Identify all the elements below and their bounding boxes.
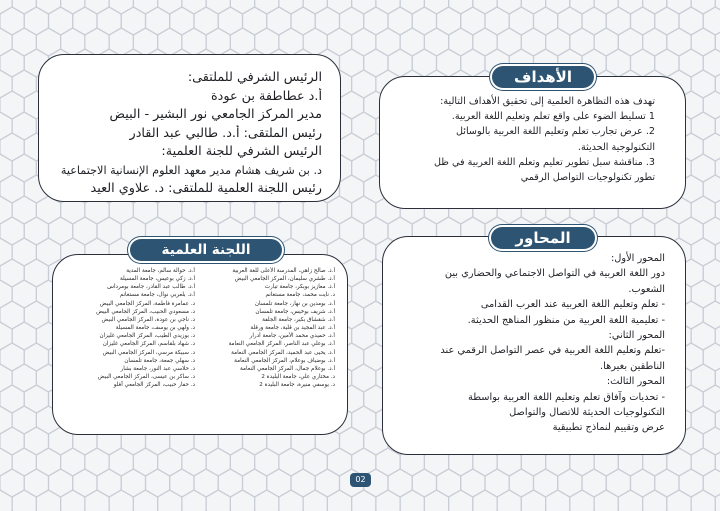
committee-member: أ.د. يحيى عبد الحميد، المركز الجامعي النعامة [231, 349, 335, 356]
hexagon-shape [0, 259, 24, 287]
committee-member: أ.د. شقشاق بكير، جامعة الجلفة [262, 316, 335, 323]
committee-member: أ.د. بوضياف بوعلام، المركز الجامعي النعامة [234, 357, 335, 364]
objective-line: 1 تسليط الضوء على واقع تعلم وتعليم اللغة العربية. [451, 111, 655, 123]
hexagon-shape [521, 490, 545, 511]
hexagon-shape [703, 133, 720, 161]
hexagon-shape [631, 469, 655, 497]
hexagon-shape [388, 469, 412, 497]
honorary-line: الرئيس الشرفي للملتقى: [187, 70, 322, 85]
objective-line: تطور تكنولوجيات التواصل الرقمي [520, 172, 655, 184]
hexagon-shape [594, 28, 618, 56]
hexagon-shape [327, 28, 351, 56]
hexagon-shape [449, 0, 473, 14]
axis-line: عرض وتقييم لنماذج تطبيقية [552, 422, 665, 434]
hexagon-shape [340, 175, 364, 203]
committee-member: د. ساكر بن عيسى، المركز الجامعي البيض [97, 374, 195, 381]
hexagon-shape [340, 91, 364, 119]
hexagon-shape [0, 385, 24, 413]
hexagon-shape [243, 469, 267, 497]
hexagon-shape [546, 0, 570, 14]
hexagon-shape [0, 154, 12, 182]
hexagon-shape [255, 0, 279, 14]
hexagon-shape [437, 7, 461, 35]
hexagon-shape [291, 7, 315, 35]
committee-member: أ.د. طشري سليمان، المركز الجامعي البيض [234, 276, 335, 283]
honorary-line: الرئيس الشرفي للجنة العلمية: [161, 144, 322, 159]
hexagon-shape [0, 49, 24, 77]
hexagon-shape [691, 112, 715, 140]
hexagon-shape [424, 0, 448, 14]
committee-member: أ.د. زكي بوعيس، جامعة المسيلة [119, 276, 195, 283]
hexagon-shape [691, 280, 715, 308]
hexagon-shape [679, 469, 703, 497]
hexagon-shape [703, 343, 720, 371]
hexagon-shape [230, 490, 254, 511]
committee-member: د. سبيكة مرسي، المركز الجامعي البيض [102, 349, 195, 356]
axis-line: المحور الثالث: [606, 376, 665, 388]
hexagon-shape [667, 490, 691, 511]
committee-member: د. نايت محمد، جامعة مستغانم [265, 292, 335, 299]
hexagon-shape [133, 448, 157, 476]
hexagon-shape [715, 490, 720, 511]
hexagon-shape [679, 49, 703, 77]
committee-box [52, 254, 348, 435]
hexagon-shape [36, 28, 60, 56]
committee-member: د. ناجي بن عودة، المركز الجامعي البيض [101, 316, 195, 323]
committee-member: أ.د. عبد المجيد بن قلية، جامعة ورقلة [250, 325, 335, 332]
axis-line: دور اللغة العربية في التواصل الاجتماعي والحضاري بين [444, 268, 665, 280]
hexagon-shape [36, 490, 60, 511]
hexagon-shape [691, 406, 715, 434]
hexagon-shape [340, 49, 364, 77]
hexagon-shape [0, 70, 12, 98]
committee-member: د. مسعودي الحبيب، المركز الجامعي البيض [96, 308, 195, 315]
axis-line: -تعلم وتعليم اللغة العربية في عصر التواصل الرقمي عند [440, 345, 665, 357]
hexagon-shape [703, 91, 720, 119]
hexagon-shape [279, 28, 303, 56]
hexagon-shape [449, 28, 473, 56]
hexagon-shape [0, 448, 12, 476]
hexagon-shape [691, 364, 715, 392]
committee-member: د. حفار حبيب، المركز الجامعي آفلو [113, 382, 195, 389]
hexagon-shape [109, 490, 133, 511]
hexagon-shape [291, 469, 315, 497]
hexagon-shape [85, 28, 109, 56]
hexagon-shape [158, 490, 182, 511]
hexagon-shape [691, 28, 715, 56]
committee-member: د. حلاسي عبد النور، جامعة بشار [120, 365, 195, 372]
hexagon-shape [0, 217, 24, 245]
hexagon-shape [594, 0, 618, 14]
committee-member: أ.د. صالح زاهي، المدرسة الأعلى للغة العربية [232, 268, 335, 274]
objective-line: تهدف هذه التظاهرة العلمية إلى تحقيق الأهداف التالية: [440, 96, 655, 107]
hexagon-shape [497, 490, 521, 511]
hexagon-shape [667, 0, 691, 14]
hexagon-shape [691, 490, 715, 511]
hexagon-shape [703, 175, 720, 203]
hexagon-shape [291, 217, 315, 245]
objectives-lines [385, 94, 655, 185]
hexagon-shape [182, 28, 206, 56]
hexagon-shape [49, 217, 73, 245]
committee-member: أ.د. شريف بوخيس، جامعة تلمسان [255, 308, 335, 315]
hexagon-shape [0, 280, 12, 308]
committee-member: د. مختاري علي، جامعة البليدة 2 [261, 374, 335, 381]
hexagon-shape [340, 217, 364, 245]
hexagon-shape [691, 196, 715, 224]
hexagon-shape [133, 0, 157, 14]
hexagon-shape [0, 490, 12, 511]
axis-line: المحور الأول: [610, 253, 665, 264]
hexagon-shape [36, 238, 60, 266]
hexagon-shape [485, 469, 509, 497]
objective-line: التكنولوجية الحديثة. [577, 141, 655, 153]
hexagon-shape [0, 7, 24, 35]
hexagon-shape [146, 469, 170, 497]
hexagon-shape [703, 385, 720, 413]
hexagon-shape [158, 0, 182, 14]
axis-line: - تعلم وتعليم اللغة العربية عند العرب القدامى [480, 299, 665, 311]
hexagon-shape [0, 91, 24, 119]
hexagon-shape [85, 448, 109, 476]
hexagon-shape [230, 28, 254, 56]
committee-member: أ.د. معازيز بوبكر، جامعة تيارت [264, 284, 335, 291]
hexagon-shape [97, 217, 121, 245]
hexagon-shape [340, 427, 364, 455]
hexagon-shape [594, 490, 618, 511]
axis-line: المحور الثاني: [608, 330, 665, 342]
hexagon-shape [279, 0, 303, 14]
hexagon-shape [0, 0, 12, 14]
hexagon-shape [0, 238, 12, 266]
hexagon-shape [194, 469, 218, 497]
hexagon-shape [0, 343, 24, 371]
hexagon-shape [230, 0, 254, 14]
hexagon-shape [340, 7, 364, 35]
hexagon-shape [437, 469, 461, 497]
honorary-line: رئيس اللجنة العلمية للملتقى: د. علاوي العيد [90, 181, 322, 196]
hexagon-shape [437, 49, 461, 77]
hexagon-shape [424, 28, 448, 56]
hexagon-shape [49, 469, 73, 497]
hexagon-shape [0, 364, 12, 392]
hexagon-shape [703, 427, 720, 455]
hexagon-shape [327, 196, 351, 224]
hexagon-shape [473, 0, 497, 14]
hexagon-shape [182, 490, 206, 511]
hexagon-shape [97, 469, 121, 497]
hexagon-shape [691, 70, 715, 98]
hexagon-shape [12, 490, 36, 511]
hexagon-shape [534, 7, 558, 35]
hexagon-shape [703, 469, 720, 497]
hexagon-shape [497, 0, 521, 14]
hexagon-shape [582, 7, 606, 35]
hexagon-shape [327, 490, 351, 511]
committee-member: د. بوزيدي الطيب، المركز الجامعي غليزان [99, 333, 195, 340]
hexagon-shape [376, 0, 400, 14]
hexagon-shape [97, 7, 121, 35]
hexagon-shape [400, 0, 424, 14]
hexagon-shape [376, 490, 400, 511]
honorary-line: مدير المركز الجامعي نور البشير - البيض [109, 107, 322, 122]
committee-col-right [201, 267, 335, 389]
hexagon-shape [61, 0, 85, 14]
hexagon-shape [703, 217, 720, 245]
hexagon-shape [546, 490, 570, 511]
committee-member: د. يوسفي منيرة، جامعة البليدة 2 [259, 382, 335, 389]
hexagon-shape [12, 0, 36, 14]
hexagon-shape [691, 448, 715, 476]
hexagon-shape [0, 175, 24, 203]
axis-line: - تعليمية اللغة العربية من منظور المناهج الحديثة. [467, 314, 665, 326]
hexagon-shape [679, 217, 703, 245]
committee-member: د. عمامرة فاطمة، المركز الجامعي البيض [99, 300, 195, 307]
hexagon-shape [570, 0, 594, 14]
hexagon-shape [0, 301, 24, 329]
hexagon-shape [49, 7, 73, 35]
hexagon-shape [691, 0, 715, 14]
committee-member: أ.د. بومدين بن نهار، جامعة تلمسان [254, 300, 335, 307]
hexagon-shape [521, 0, 545, 14]
hexagon-shape [36, 0, 60, 14]
hexagon-shape [303, 490, 327, 511]
hexagon-shape [679, 7, 703, 35]
hexagon-shape [61, 490, 85, 511]
hexagon-shape [36, 448, 60, 476]
committee-member: أ.د. بوعلام جمال، المركز الجامعي النعامة [240, 365, 335, 372]
objectives-title: الأهداف [492, 66, 594, 88]
hexagon-shape [631, 49, 655, 77]
hexagon-shape [618, 490, 642, 511]
committee-col-left [65, 267, 195, 389]
hexagon-shape [703, 259, 720, 287]
hexagon-shape [631, 7, 655, 35]
hexagon-shape [691, 154, 715, 182]
honorary-box [38, 54, 341, 202]
hexagon-shape [0, 112, 12, 140]
hexagon-shape [255, 490, 279, 511]
hexagon-shape [230, 448, 254, 476]
hexagon-shape [691, 238, 715, 266]
committee-member: أ.د. حميدي محمد الأمين، جامعة أدرار [249, 333, 335, 340]
hexagon-shape [0, 406, 12, 434]
objectives-box [379, 76, 686, 209]
hexagon-shape [497, 28, 521, 56]
hexagon-shape [146, 7, 170, 35]
committee-member: أ.د. بوعلي عبد الناصر، المركز الجامعي النعامة [228, 341, 335, 348]
hexagon-shape [0, 469, 24, 497]
hexagon-shape [643, 28, 667, 56]
committee-member: د. شهاد بلقاسم، المركز الجامعي غليزان [102, 341, 195, 348]
hexagon-shape [643, 0, 667, 14]
committee-member: أ.د. حوالة سالم، جامعة المدية [126, 268, 195, 274]
hexagon-shape [703, 301, 720, 329]
hexagon-shape [0, 196, 12, 224]
hexagon-shape [340, 133, 364, 161]
hexagon-shape [546, 28, 570, 56]
hexagon-shape [618, 0, 642, 14]
hexagon-shape [206, 490, 230, 511]
honorary-line: أ.د عطاطفة بن عودة [210, 88, 322, 104]
axis-line: الشعوب. [628, 283, 665, 295]
hexagon-shape [133, 28, 157, 56]
hexagon-shape [352, 490, 376, 511]
honorary-lines [50, 69, 322, 199]
hexagon-shape [327, 448, 351, 476]
hexagon-shape [643, 490, 667, 511]
committee-member: أ.د. بلعربي نوال، جامعة مستغانم [119, 292, 195, 299]
hexagon-shape [279, 448, 303, 476]
hexagon-shape [449, 490, 473, 511]
axes-lines [383, 251, 665, 436]
hexagon-shape [485, 7, 509, 35]
committee-title: اللجنة العلمية [130, 239, 282, 261]
hexagon-shape [85, 0, 109, 14]
axes-box [382, 236, 686, 455]
axes-title: المحاور [491, 227, 595, 249]
hexagon-shape [424, 490, 448, 511]
hexagon-shape [388, 49, 412, 77]
hexagon-shape [182, 448, 206, 476]
committee-member: أ.د. طالب عبد القادر، جامعة بومرداس [107, 284, 195, 291]
hexagon-shape [0, 322, 12, 350]
committee-member: د. سهلي جمعة، جامعة تلمسان [124, 357, 195, 364]
hexagon-shape [243, 7, 267, 35]
hexagon-shape [376, 28, 400, 56]
honorary-line: رئيس الملتقى: أ.د. طالبي عبد القادر [129, 125, 322, 141]
objective-line: 3. مناقشة سبل تطوير تعليم وتعلم اللغة العربية في ظل [434, 156, 655, 168]
hexagon-shape [0, 427, 24, 455]
hexagon-shape [0, 133, 24, 161]
hexagon-shape [582, 469, 606, 497]
axis-line: التكنولوجيات الحديثة للاتصال والتواصل [509, 407, 665, 419]
hexagon-shape [327, 0, 351, 14]
axis-line: - تحديات وآفاق تعلم وتعليم اللغة العربية بواسطة [467, 391, 665, 403]
committee-member: د. ولهي بن يوسف، جامعة المسيلة [115, 325, 195, 332]
hexagon-shape [303, 0, 327, 14]
hexagon-shape [388, 7, 412, 35]
objective-line: 2. عرض تجارب تعلم وتعليم اللغة العربية بالوسائل [456, 126, 655, 138]
hexagon-shape [182, 0, 206, 14]
hexagon-shape [279, 490, 303, 511]
hexagon-shape [133, 490, 157, 511]
hexagon-shape [691, 322, 715, 350]
hexagon-shape [352, 0, 376, 14]
hexagon-shape [534, 469, 558, 497]
hexagon-shape [206, 0, 230, 14]
axis-line: الناطقين بغيرها. [599, 360, 665, 372]
hexagon-shape [703, 49, 720, 77]
hexagon-shape [703, 7, 720, 35]
hexagon-shape [109, 0, 133, 14]
hexagon-shape [570, 490, 594, 511]
page-number-badge: 02 [350, 473, 371, 487]
hexagon-shape [0, 28, 12, 56]
hexagon-shape [85, 490, 109, 511]
hexagon-shape [194, 7, 218, 35]
hexagon-shape [473, 490, 497, 511]
honorary-line: د. بن شريف هشام مدير معهد العلوم الإنسانية الاجتماعية [60, 163, 322, 177]
hexagon-shape [400, 490, 424, 511]
